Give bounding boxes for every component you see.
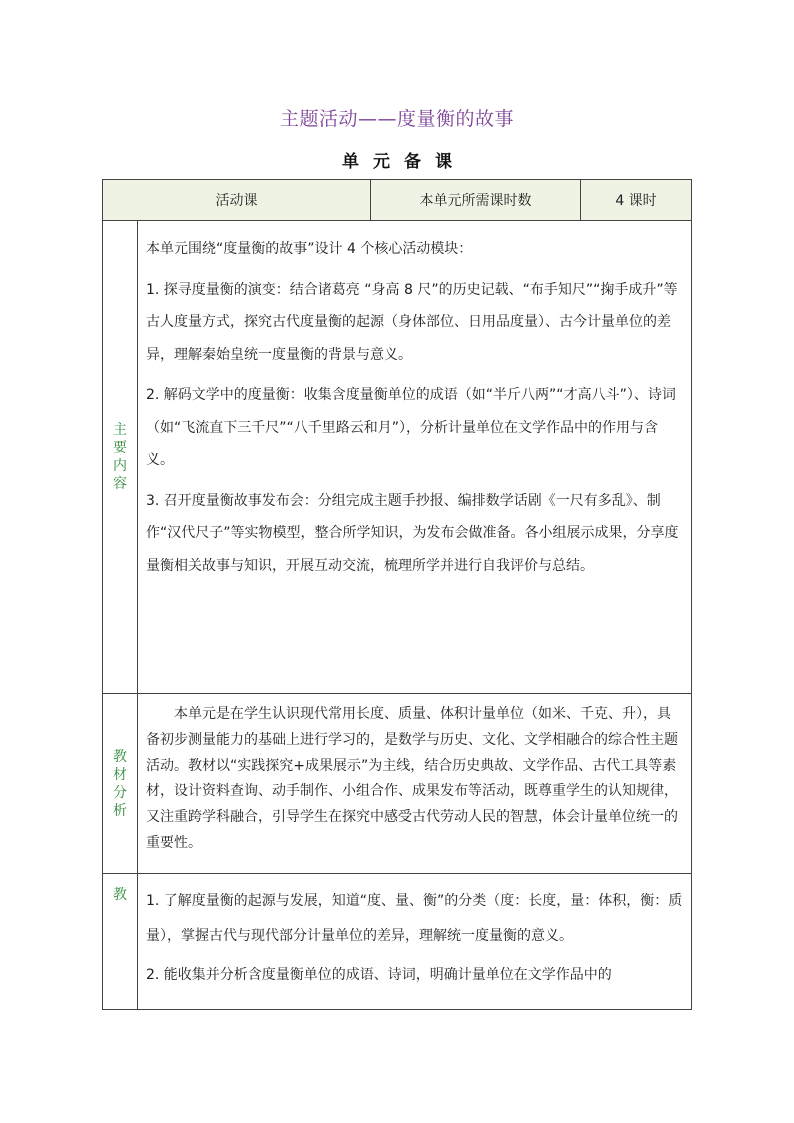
table-header-row [103, 180, 692, 221]
material-analysis-row [103, 694, 692, 874]
material-analysis-cell [138, 694, 692, 874]
teaching-goals-label-cell [103, 874, 138, 1010]
teaching-goals-row [103, 874, 692, 1010]
main-content-intro: 本单元围绕“度量衡的故事”设计 4 个核心活动模块： [146, 241, 473, 257]
document-subtitle: 单元备课 [342, 152, 466, 172]
teaching-goal-1: 1. 了解度量衡的起源与发展，知道“度、量、衡”的分类（度：长度，量：体积，衡：质量），掌握古代与现代部分计量单位的差异，理解统一度量衡的意义。 [146, 893, 683, 944]
material-analysis-label: 教材分析 [113, 748, 127, 819]
main-content-label-cell [103, 221, 138, 694]
teaching-goals-label: 教 [113, 887, 127, 903]
lesson-plan-table [102, 179, 692, 1010]
teaching-goal-2: 2. 能收集并分析含度量衡单位的成语、诗词，明确计量单位在文学作品中的 [146, 967, 612, 983]
main-content-row [103, 221, 692, 694]
main-content-item-3: 3. 召开度量衡故事发布会：分组完成主题手抄报、编排数学话剧《一尺有多乱》、制作“汉代尺子”等实物模型，整合所学知识，为发布会做准备。各小组展示成果，分享度量衡相关故事与知识，开展互动交流，梳理所学并进行自我评价与总结。 [146, 492, 679, 574]
teaching-goals-cell [138, 874, 692, 1010]
class-hours-value-cell: 4 课时 [581, 180, 692, 221]
activity-type-cell: 活动课 [103, 180, 371, 221]
document-title: 主题活动——度量衡的故事 [279, 108, 514, 130]
class-hours-label-cell: 本单元所需课时数 [371, 180, 581, 221]
material-analysis-text: 本单元是在学生认识现代常用长度、质量、体积计量单位（如米、千克、升），具备初步测量能力的基础上进行学习的，是数学与历史、文化、文学相融合的综合性主题活动。教材以“实践探究+成果展示”为主线，结合历史典故、文学作品、古代工具等素材，设计资料查询、动手制作、小组合作、成果发布等活动，既尊重学生的认知规律，又注重跨学科融合，引导学生在探究中感受古代劳动人民的智慧，体会计量单位统一的重要性。 [146, 706, 678, 851]
main-content-item-1: 1. 探寻度量衡的演变：结合诸葛亮 “身高 8 尺”的历史记载、“布手知尺”“掬手成升”等古人度量方式，探究古代度量衡的起源（身体部位、日用品度量）、古今计量单位的差异，理解秦始皇统一度量衡的背景与意义。 [146, 281, 678, 363]
main-content-cell [138, 221, 692, 694]
main-content-item-2: 2. 解码文学中的度量衡：收集含度量衡单位的成语（如“半斤八两”“才高八斗”）、诗词（如“飞流直下三千尺”“八千里路云和月”），分析计量单位在文学作品中的作用与含义。 [146, 387, 676, 468]
main-content-label: 主要内容 [113, 422, 127, 492]
material-analysis-label-cell [103, 694, 138, 874]
